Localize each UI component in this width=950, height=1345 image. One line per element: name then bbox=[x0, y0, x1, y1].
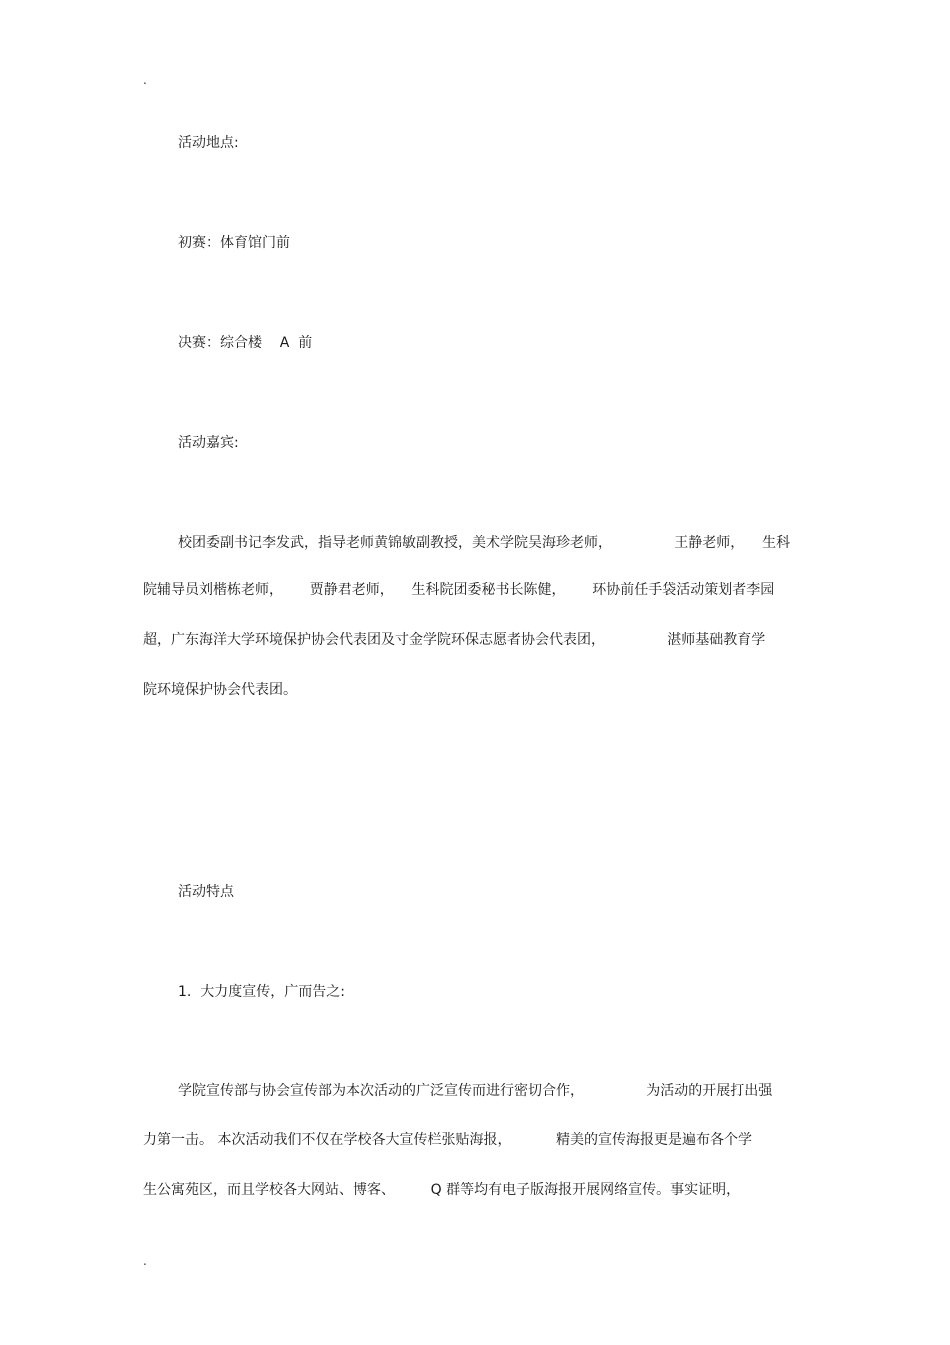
guests-line-4: 院环境保护协会代表团。 bbox=[143, 682, 297, 698]
feature-1-title: 1. 大力度宣传，广而告之: bbox=[178, 984, 345, 1000]
feature-1-line-2: 力第一击。 本次活动我们不仅在学校各大宣传栏张贴海报， 精美的宣传海报更是遍布各个学 bbox=[143, 1132, 752, 1148]
location-heading: 活动地点: bbox=[178, 135, 239, 151]
page-bottom-mark: . bbox=[143, 1254, 147, 1268]
features-heading: 活动特点 bbox=[178, 884, 234, 900]
page-top-mark: . bbox=[143, 73, 147, 87]
guests-line-2: 院辅导员刘楷栋老师， 贾静君老师， 生科院团委秘书长陈健， 环协前任手袋活动策划者李园 bbox=[143, 582, 775, 598]
final-location: 决赛：综合楼 A 前 bbox=[178, 335, 313, 351]
feature-1-line-1: 学院宣传部与协会宣传部为本次活动的广泛宣传而进行密切合作， 为活动的开展打出强 bbox=[178, 1083, 773, 1099]
prelim-location: 初赛：体育馆门前 bbox=[178, 235, 290, 251]
guests-line-3: 超，广东海洋大学环境保护协会代表团及寸金学院环保志愿者协会代表团， 湛师基础教育学 bbox=[143, 632, 766, 648]
guests-line-1: 校团委副书记李发武，指导老师黄锦敏副教授，美术学院吴海珍老师， 王静老师， 生科 bbox=[178, 535, 791, 551]
guests-heading: 活动嘉宾: bbox=[178, 435, 239, 451]
feature-1-line-3: 生公寓苑区，而且学校各大网站、博客、 Q 群等均有电子版海报开展网络宣传。事实证明， bbox=[143, 1182, 741, 1198]
